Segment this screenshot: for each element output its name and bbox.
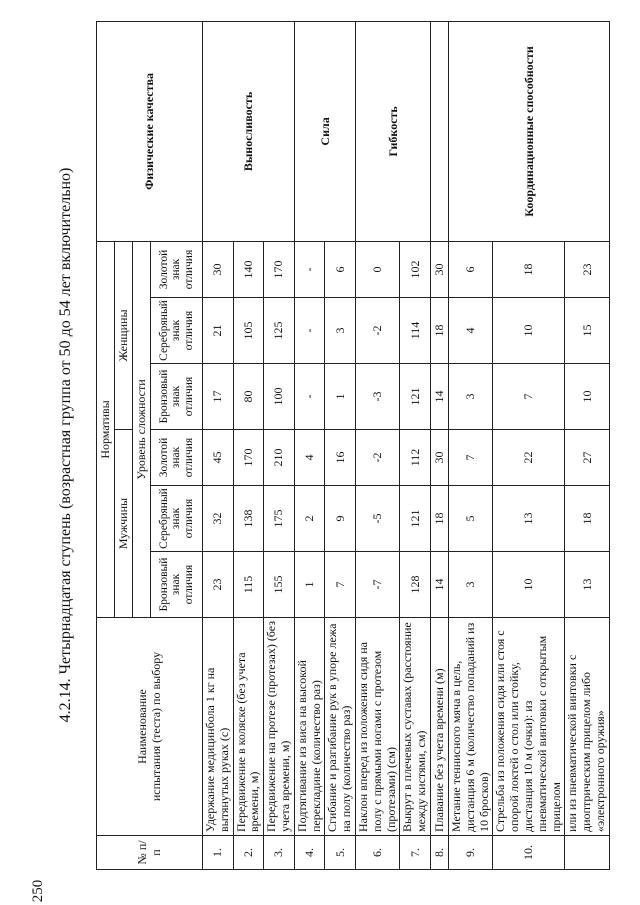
men-bronze-value: 1 (294, 552, 325, 618)
women-silver-value: - (294, 298, 325, 364)
section-heading: 4.2.14. Четырнадцатая ступень (возрастная группа от 50 до 54 лет включительно) (57, 167, 74, 723)
header-name-line1: Наименование (134, 689, 149, 764)
men-silver-value: 175 (264, 486, 295, 552)
women-gold-value: 30 (430, 241, 448, 297)
men-gold-value: 170 (233, 430, 264, 486)
row-name: Метание теннисного мяча в цель, дистанция 6 м (количество попаданий из 10 бросков) (448, 618, 492, 836)
women-silver-value: 125 (264, 298, 295, 364)
table-row (203, 21, 234, 869)
men-gold-value: 7 (448, 430, 492, 486)
row-name: Удержание медицинбола 1 кг на вытянутых руках (с) (203, 618, 234, 836)
quality-strength: Сила (294, 21, 355, 241)
header-norms: Нормативы (97, 241, 115, 617)
men-silver-value: 2 (294, 486, 325, 552)
men-silver-value: 18 (430, 486, 448, 552)
header-name (97, 618, 203, 836)
men-silver-value: 9 (325, 486, 356, 552)
men-bronze-value: 14 (430, 552, 448, 618)
row-num: 9. (448, 836, 492, 870)
women-gold-value: 30 (203, 241, 234, 297)
header-men: Мужчины (115, 430, 133, 618)
header-men-bronze: Бронзовый знак отличия (151, 552, 203, 618)
table-row (355, 21, 399, 869)
women-bronze-value: 10 (565, 364, 609, 430)
women-bronze-value: 80 (233, 364, 264, 430)
men-silver-value: 13 (493, 486, 565, 552)
row-num: 7. (400, 836, 431, 870)
men-gold-value: 112 (400, 430, 431, 486)
women-gold-value: 6 (448, 241, 492, 297)
women-bronze-value: 3 (448, 364, 492, 430)
men-gold-value: 27 (565, 430, 609, 486)
women-bronze-value: -3 (355, 364, 399, 430)
row-name: или из пневматической винтовки с диоптрическим прицелом либо «электронного оружия» (565, 618, 609, 836)
women-gold-value: 170 (264, 241, 295, 297)
row-name: Стрельба из положения сидя или стоя с опорой локтей о стол или стойку, дистанция 10 м (очки): из пневматической винтовки с открытым прицелом (493, 618, 565, 836)
header-women-gold: Золотой знак отличия (151, 241, 203, 297)
norms-table (96, 21, 610, 870)
women-silver-value: -2 (355, 298, 399, 364)
row-name: Подтягивание из виса на высокой перекладине (количество раз) (294, 618, 325, 836)
men-silver-value: 121 (400, 486, 431, 552)
women-gold-value: 0 (355, 241, 399, 297)
men-silver-value: 5 (448, 486, 492, 552)
row-num: 10. (493, 836, 565, 870)
row-name: Плавание без учета времени (м) (430, 618, 448, 836)
women-bronze-value: 14 (430, 364, 448, 430)
row-name: Наклон вперед из положения сидя на полу с прямыми ногами с протезом (протезами) (см) (355, 618, 399, 836)
quality-empty (430, 21, 448, 241)
women-silver-value: 18 (430, 298, 448, 364)
women-gold-value: 18 (493, 241, 565, 297)
row-name: Передвижение в коляске (без учета времени, м) (233, 618, 264, 836)
women-bronze-value: 100 (264, 364, 295, 430)
header-women-bronze: Бронзовый знак отличия (151, 364, 203, 430)
women-bronze-value: - (294, 364, 325, 430)
table-row (448, 21, 492, 869)
women-bronze-value: 121 (400, 364, 431, 430)
men-silver-value: 18 (565, 486, 609, 552)
row-name: Передвижение на протезе (протезах) (без учета времени, м) (264, 618, 295, 836)
header-men-gold: Золотой знак отличия (151, 430, 203, 486)
women-silver-value: 21 (203, 298, 234, 364)
header-quality: Физические качества (97, 21, 203, 241)
women-gold-value: 6 (325, 241, 356, 297)
men-gold-value: 210 (264, 430, 295, 486)
header-women: Женщины (115, 241, 133, 429)
header-men-silver: Серебряный знак отличия (151, 486, 203, 552)
row-num: 3. (264, 836, 295, 870)
women-silver-value: 15 (565, 298, 609, 364)
men-bronze-value: 10 (493, 552, 565, 618)
women-silver-value: 10 (493, 298, 565, 364)
men-gold-value: 22 (493, 430, 565, 486)
women-silver-value: 114 (400, 298, 431, 364)
header-women-silver: Серебряный знак отличия (151, 298, 203, 364)
row-num: 4. (294, 836, 325, 870)
men-bronze-value: 115 (233, 552, 264, 618)
women-silver-value: 3 (325, 298, 356, 364)
women-bronze-value: 17 (203, 364, 234, 430)
quality-flexibility: Гибкость (355, 21, 430, 241)
header-name-line2: испытания (теста) по выбору (148, 651, 163, 802)
men-bronze-value: 3 (448, 552, 492, 618)
row-num: 8. (430, 836, 448, 870)
women-gold-value: - (294, 241, 325, 297)
women-bronze-value: 1 (325, 364, 356, 430)
row-num: 5. (325, 836, 356, 870)
women-silver-value: 4 (448, 298, 492, 364)
men-silver-value: 32 (203, 486, 234, 552)
table-row (294, 21, 325, 869)
women-gold-value: 140 (233, 241, 264, 297)
men-silver-value: 138 (233, 486, 264, 552)
men-bronze-value: -7 (355, 552, 399, 618)
header-level: Уровень сложности (133, 241, 151, 617)
men-silver-value: -5 (355, 486, 399, 552)
rotated-page-content (52, 20, 622, 870)
header-num: № п/п (97, 836, 203, 870)
row-num: 2. (233, 836, 264, 870)
men-gold-value: 4 (294, 430, 325, 486)
men-gold-value: 45 (203, 430, 234, 486)
quality-coordination: Координационные способности (448, 21, 609, 241)
men-gold-value: 30 (430, 430, 448, 486)
row-num (565, 836, 609, 870)
row-name: Сгибание и разгибание рук в упоре лежа на полу (количество раз) (325, 618, 356, 836)
women-gold-value: 102 (400, 241, 431, 297)
men-bronze-value: 23 (203, 552, 234, 618)
men-bronze-value: 13 (565, 552, 609, 618)
table-row (430, 21, 448, 869)
row-num: 1. (203, 836, 234, 870)
women-bronze-value: 7 (493, 364, 565, 430)
women-gold-value: 23 (565, 241, 609, 297)
page-number: 250 (30, 879, 46, 903)
quality-endurance: Выносливость (203, 21, 295, 241)
men-gold-value: -2 (355, 430, 399, 486)
men-bronze-value: 155 (264, 552, 295, 618)
row-name: Выкрут в плечевых суставах (расстояние между кистями, см) (400, 618, 431, 836)
men-gold-value: 16 (325, 430, 356, 486)
men-bronze-value: 7 (325, 552, 356, 618)
men-bronze-value: 128 (400, 552, 431, 618)
row-num: 6. (355, 836, 399, 870)
women-silver-value: 105 (233, 298, 264, 364)
